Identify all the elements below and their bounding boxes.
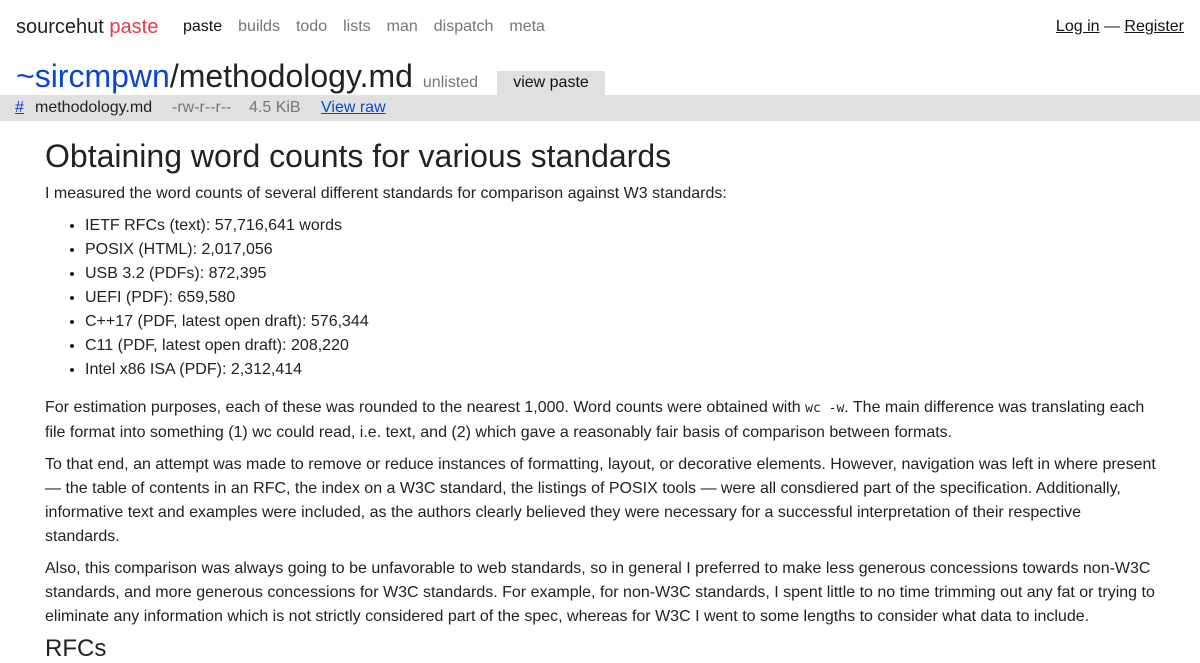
list-item: • Intel x86 ISA (PDF): 2,312,414 xyxy=(85,358,1160,382)
paste-filename: methodology.md xyxy=(178,58,413,94)
rendered-markdown xyxy=(45,136,1160,663)
concessions-paragraph: Also, this comparison was always going to be unfavorable to web standards, so in general I preferred to make less generous concessions towards non-W3C standards, and more generous concessions for W3C standards. For example, for non-W3C standards, I spent little to no time trimming out any fat or trying to eliminate any information which is not strictly considered part of the spec, whereas for W3C I went to some lengths to consider what data to include. xyxy=(45,560,1155,625)
nav-builds[interactable]: builds xyxy=(238,18,280,35)
file-permissions: -rw-r--r-- xyxy=(172,99,232,116)
list-item: • USB 3.2 (PDFs): 872,395 xyxy=(85,262,1160,286)
list-item: • C++17 (PDF, latest open draft): 576,344 xyxy=(85,310,1160,334)
file-anchor-link[interactable]: # xyxy=(15,99,24,116)
list-item: • C11 (PDF, latest open draft): 208,220 xyxy=(85,334,1160,358)
service-nav xyxy=(183,18,561,36)
nav-lists[interactable]: lists xyxy=(343,18,371,35)
auth-links xyxy=(1056,18,1184,36)
list-item: • IETF RFCs (text): 57,716,641 words xyxy=(85,214,1160,238)
estimation-paragraph xyxy=(45,396,1160,445)
brand-accent: paste xyxy=(109,16,159,38)
doc-title: Obtaining word counts for various standards xyxy=(45,138,672,174)
nav-dispatch[interactable]: dispatch xyxy=(433,18,494,35)
tab-view-paste[interactable]: view paste xyxy=(497,71,605,95)
list-item: • POSIX (HTML): 2,017,056 xyxy=(85,238,1160,262)
register-link[interactable]: Register xyxy=(1124,18,1184,35)
nav-todo[interactable]: todo xyxy=(295,18,328,35)
visibility-badge: unlisted xyxy=(422,74,479,91)
rfcs-heading: RFCs xyxy=(45,635,107,662)
auth-separator: — xyxy=(1103,18,1120,35)
wc-code: wc -w xyxy=(805,401,845,416)
title-slash: / xyxy=(169,58,179,94)
paste-title xyxy=(16,58,478,94)
view-raw-link[interactable]: View raw xyxy=(321,99,386,116)
nav-man[interactable]: man xyxy=(386,18,418,35)
nav-meta[interactable]: meta xyxy=(509,18,545,35)
file-size: 4.5 KiB xyxy=(249,99,301,116)
login-link[interactable]: Log in xyxy=(1055,18,1100,35)
standards-list xyxy=(85,214,1160,382)
nav-paste[interactable]: paste xyxy=(183,18,223,35)
owner-link[interactable]: ~sircmpwn xyxy=(16,58,170,94)
para1-text-a: For estimation purposes, each of these was rounded to the nearest 1,000. Word counts were obtained with xyxy=(45,399,806,416)
top-nav xyxy=(0,0,1200,56)
brand-name: sourcehut xyxy=(16,16,104,38)
para1-text-b: . The main difference was translating each file format into something (1) wc could read, i.e. text, and (2) which gave a reasonably fair basis of comparison between formats. xyxy=(45,399,1145,441)
intro-paragraph: I measured the word counts of several different standards for comparison against W3 standards: xyxy=(45,185,727,202)
list-item: • UEFI (PDF): 659,580 xyxy=(85,286,1160,310)
formatting-paragraph: To that end, an attempt was made to remove or reduce instances of formatting, layout, or decorative elements. However, navigation was left in where present — the table of contents in an RFC, the index on a W3C standard, the listings of POSIX tools — were all consdiered part of the specification. Additionally, informative text and examples were included, as the authors clearly believed they were necessary for a successful interpretation of their respective standards. xyxy=(45,456,1156,545)
file-header xyxy=(0,95,1200,121)
brand-logo[interactable] xyxy=(16,16,158,39)
file-name: methodology.md xyxy=(35,99,153,116)
